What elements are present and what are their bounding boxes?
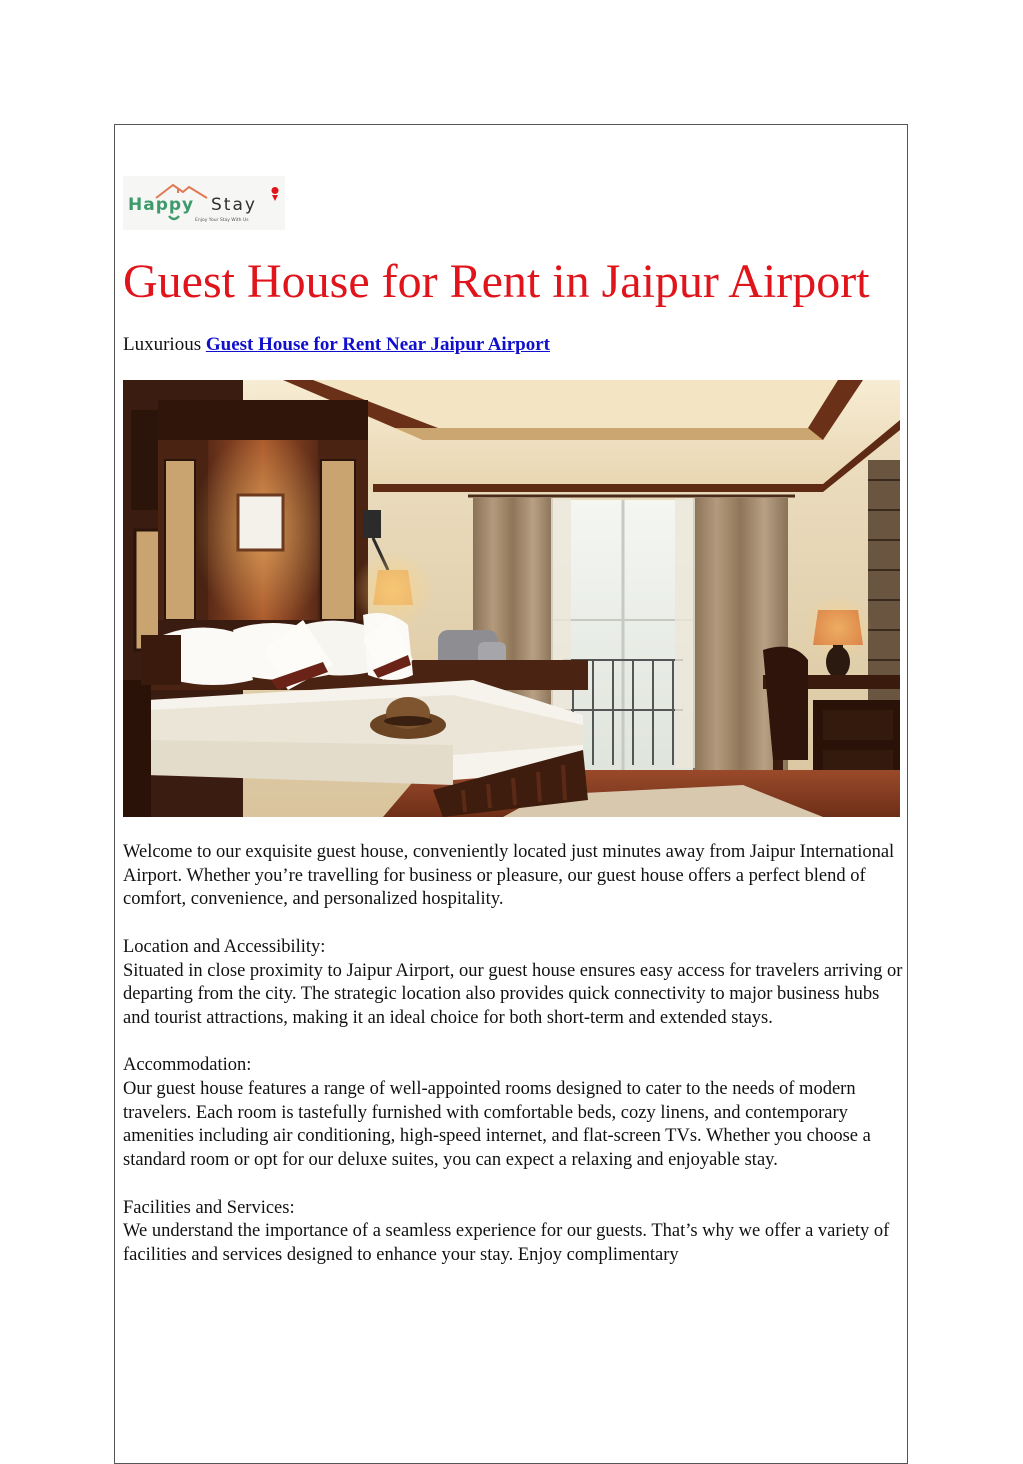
location-heading: Location and Accessibility: xyxy=(123,936,326,957)
accommodation-section xyxy=(123,1054,908,1173)
location-text: Situated in close proximity to Jaipur Airport, our guest house ensures easy access for travelers arriving or departing from the city. The strategic location also provides quick connectivity to major business hubs and tourist attractions, making it an ideal choice for both short-term and extended stays. xyxy=(123,960,903,1028)
body-text xyxy=(123,841,908,1291)
accommodation-text: Our guest house features a range of well-appointed rooms designed to cater to the needs of modern travelers. Each room is tastefully furnished with comfortable beds, cozy linens, and contemporary amenities including air conditioning, high-speed internet, and flat-screen TVs. Whether you choose a standard room or opt for our deluxe suites, you can expect a relaxing and enjoyable stay. xyxy=(123,1079,871,1171)
intro-line xyxy=(123,333,550,357)
facilities-text: We understand the importance of a seamless experience for our guests. That’s why we offer a variety of facilities and services designed to enhance your stay. Enjoy complimentary xyxy=(123,1221,890,1265)
bedroom-photo xyxy=(123,380,900,817)
logo-tagline: Enjoy Your Stay With Us xyxy=(195,218,249,223)
page-title: Guest House for Rent in Jaipur Airport xyxy=(123,255,870,308)
facilities-heading: Facilities and Services: xyxy=(123,1197,295,1218)
logo-brand-stay: Stay xyxy=(211,195,257,215)
location-section xyxy=(123,936,908,1031)
logo-brand-happy: Happy xyxy=(128,195,195,215)
happystay-logo xyxy=(123,176,285,230)
intro-prefix: Luxurious xyxy=(123,334,206,355)
guest-house-link[interactable]: Guest House for Rent Near Jaipur Airport xyxy=(205,334,550,355)
facilities-section xyxy=(123,1197,908,1268)
accommodation-heading: Accommodation: xyxy=(123,1055,252,1076)
welcome-paragraph: Welcome to our exquisite guest house, conveniently located just minutes away from Jaipur International Airport. Whether you’re travelling for business or pleasure, our guest house offers a perfect blend of comfort, convenience, and personalized hospitality. xyxy=(123,842,895,910)
